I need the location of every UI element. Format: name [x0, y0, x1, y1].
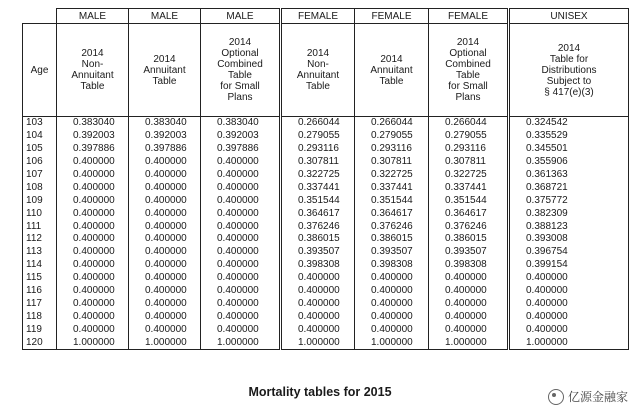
table-row [23, 246, 629, 259]
value-cell: 0.400000 [201, 169, 281, 182]
value-cell: 0.400000 [201, 233, 281, 246]
mortality-table [22, 8, 629, 350]
subheader-unisex-distributions: 2014 Table for Distributions Subject to § 417(e)(3) [509, 24, 629, 117]
value-cell: 0.400000 [129, 285, 201, 298]
age-cell: 108 [23, 181, 57, 194]
value-cell: 0.337441 [429, 181, 509, 194]
value-cell: 0.400000 [355, 297, 429, 310]
value-cell: 0.386015 [355, 233, 429, 246]
value-cell: 0.351544 [429, 194, 509, 207]
value-cell: 0.279055 [429, 130, 509, 143]
value-cell: 0.400000 [57, 323, 129, 336]
mortality-table-container [22, 8, 628, 350]
value-cell: 0.400000 [129, 297, 201, 310]
value-cell: 0.399154 [509, 259, 629, 272]
value-cell: 0.400000 [201, 220, 281, 233]
value-cell: 0.400000 [57, 246, 129, 259]
value-cell: 0.400000 [57, 207, 129, 220]
age-cell: 105 [23, 143, 57, 156]
value-cell: 0.392003 [129, 130, 201, 143]
age-cell: 111 [23, 220, 57, 233]
table-body [23, 117, 629, 350]
value-cell: 0.355906 [509, 156, 629, 169]
age-cell: 104 [23, 130, 57, 143]
value-cell: 0.364617 [429, 207, 509, 220]
value-cell: 0.293116 [355, 143, 429, 156]
value-cell: 0.400000 [355, 310, 429, 323]
value-cell: 0.382309 [509, 207, 629, 220]
value-cell: 0.322725 [429, 169, 509, 182]
table-row [23, 272, 629, 285]
value-cell: 0.400000 [201, 310, 281, 323]
value-cell: 0.400000 [57, 259, 129, 272]
value-cell: 0.400000 [355, 285, 429, 298]
value-cell: 0.400000 [355, 272, 429, 285]
subheader-row [23, 24, 629, 117]
value-cell: 0.393507 [281, 246, 355, 259]
value-cell: 1.000000 [355, 336, 429, 349]
value-cell: 0.400000 [509, 285, 629, 298]
value-cell: 0.393507 [355, 246, 429, 259]
value-cell: 0.307811 [355, 156, 429, 169]
value-cell: 0.383040 [129, 117, 201, 130]
table-row [23, 169, 629, 182]
value-cell: 0.393008 [509, 233, 629, 246]
value-cell: 0.400000 [129, 246, 201, 259]
value-cell: 0.400000 [509, 323, 629, 336]
value-cell: 1.000000 [429, 336, 509, 349]
value-cell: 0.400000 [129, 181, 201, 194]
age-cell: 118 [23, 310, 57, 323]
value-cell: 0.400000 [509, 310, 629, 323]
value-cell: 0.400000 [129, 272, 201, 285]
value-cell: 0.337441 [355, 181, 429, 194]
group-header-male-3: MALE [201, 9, 281, 24]
value-cell: 0.364617 [355, 207, 429, 220]
value-cell: 0.400000 [429, 323, 509, 336]
value-cell: 0.400000 [57, 272, 129, 285]
table-row [23, 220, 629, 233]
value-cell: 0.307811 [429, 156, 509, 169]
value-cell: 0.322725 [281, 169, 355, 182]
value-cell: 0.345501 [509, 143, 629, 156]
group-header-unisex: UNISEX [509, 9, 629, 24]
table-row [23, 310, 629, 323]
value-cell: 0.400000 [201, 323, 281, 336]
table-row [23, 117, 629, 130]
table-caption: Mortality tables for 2015 [248, 385, 392, 399]
table-row [23, 233, 629, 246]
value-cell: 0.398308 [355, 259, 429, 272]
value-cell: 0.279055 [355, 130, 429, 143]
value-cell: 0.400000 [281, 272, 355, 285]
value-cell: 0.398308 [281, 259, 355, 272]
value-cell: 0.400000 [57, 285, 129, 298]
value-cell: 0.361363 [509, 169, 629, 182]
value-cell: 0.400000 [429, 297, 509, 310]
value-cell: 0.400000 [129, 207, 201, 220]
value-cell: 0.400000 [129, 220, 201, 233]
value-cell: 0.400000 [201, 207, 281, 220]
value-cell: 0.400000 [57, 310, 129, 323]
value-cell: 0.400000 [281, 297, 355, 310]
value-cell: 0.400000 [201, 259, 281, 272]
subheader-male-non-annuitant: 2014 Non- Annuitant Table [57, 24, 129, 117]
value-cell: 0.400000 [57, 297, 129, 310]
group-header-female-1: FEMALE [281, 9, 355, 24]
value-cell: 0.400000 [201, 246, 281, 259]
age-group-blank [23, 9, 57, 24]
watermark [548, 388, 628, 405]
age-cell: 109 [23, 194, 57, 207]
table-row [23, 336, 629, 349]
value-cell: 0.400000 [57, 233, 129, 246]
value-cell: 0.335529 [509, 130, 629, 143]
value-cell: 0.400000 [129, 259, 201, 272]
age-cell: 114 [23, 259, 57, 272]
value-cell: 0.383040 [57, 117, 129, 130]
value-cell: 0.400000 [281, 285, 355, 298]
value-cell: 0.400000 [509, 297, 629, 310]
value-cell: 0.388123 [509, 220, 629, 233]
value-cell: 0.400000 [57, 181, 129, 194]
value-cell: 0.293116 [281, 143, 355, 156]
value-cell: 0.293116 [429, 143, 509, 156]
value-cell: 0.400000 [201, 297, 281, 310]
age-cell: 106 [23, 156, 57, 169]
value-cell: 1.000000 [57, 336, 129, 349]
value-cell: 0.351544 [355, 194, 429, 207]
value-cell: 0.400000 [129, 323, 201, 336]
value-cell: 0.400000 [429, 272, 509, 285]
value-cell: 1.000000 [509, 336, 629, 349]
value-cell: 0.279055 [281, 130, 355, 143]
value-cell: 0.376246 [429, 220, 509, 233]
value-cell: 0.400000 [57, 169, 129, 182]
value-cell: 0.400000 [201, 285, 281, 298]
value-cell: 0.398308 [429, 259, 509, 272]
value-cell: 0.364617 [281, 207, 355, 220]
value-cell: 0.351544 [281, 194, 355, 207]
value-cell: 0.400000 [429, 285, 509, 298]
value-cell: 0.400000 [129, 169, 201, 182]
value-cell: 0.397886 [129, 143, 201, 156]
value-cell: 0.400000 [57, 194, 129, 207]
group-header-male-1: MALE [57, 9, 129, 24]
group-header-female-2: FEMALE [355, 9, 429, 24]
table-row [23, 323, 629, 336]
table-row [23, 207, 629, 220]
group-header-female-3: FEMALE [429, 9, 509, 24]
age-cell: 116 [23, 285, 57, 298]
age-cell: 119 [23, 323, 57, 336]
value-cell: 0.400000 [201, 272, 281, 285]
table-row [23, 130, 629, 143]
subheader-female-combined: 2014 Optional Combined Table for Small Plans [429, 24, 509, 117]
value-cell: 0.322725 [355, 169, 429, 182]
value-cell: 0.386015 [429, 233, 509, 246]
table-row [23, 156, 629, 169]
table-row [23, 194, 629, 207]
value-cell: 0.307811 [281, 156, 355, 169]
value-cell: 0.400000 [201, 194, 281, 207]
table-row [23, 297, 629, 310]
value-cell: 0.266044 [355, 117, 429, 130]
value-cell: 0.324542 [509, 117, 629, 130]
group-header-male-2: MALE [129, 9, 201, 24]
value-cell: 0.400000 [129, 156, 201, 169]
value-cell: 0.400000 [355, 323, 429, 336]
age-cell: 110 [23, 207, 57, 220]
age-header: Age [23, 24, 57, 117]
value-cell: 0.400000 [57, 220, 129, 233]
table-row [23, 259, 629, 272]
value-cell: 0.392003 [201, 130, 281, 143]
value-cell: 0.386015 [281, 233, 355, 246]
value-cell: 0.368721 [509, 181, 629, 194]
value-cell: 0.400000 [509, 272, 629, 285]
value-cell: 0.337441 [281, 181, 355, 194]
value-cell: 0.400000 [57, 156, 129, 169]
value-cell: 0.397886 [57, 143, 129, 156]
age-cell: 117 [23, 297, 57, 310]
age-cell: 113 [23, 246, 57, 259]
table-row [23, 181, 629, 194]
age-cell: 103 [23, 117, 57, 130]
value-cell: 1.000000 [129, 336, 201, 349]
value-cell: 0.400000 [129, 310, 201, 323]
table-row [23, 143, 629, 156]
table-row [23, 285, 629, 298]
value-cell: 0.266044 [429, 117, 509, 130]
value-cell: 0.397886 [201, 143, 281, 156]
watermark-text: 亿源金融家 [567, 390, 628, 404]
age-cell: 112 [23, 233, 57, 246]
subheader-male-annuitant: 2014 Annuitant Table [129, 24, 201, 117]
value-cell: 0.400000 [201, 181, 281, 194]
value-cell: 0.400000 [201, 156, 281, 169]
value-cell: 0.266044 [281, 117, 355, 130]
value-cell: 0.393507 [429, 246, 509, 259]
age-cell: 115 [23, 272, 57, 285]
value-cell: 0.396754 [509, 246, 629, 259]
wechat-icon [548, 389, 564, 405]
value-cell: 1.000000 [281, 336, 355, 349]
value-cell: 0.383040 [201, 117, 281, 130]
value-cell: 0.400000 [129, 194, 201, 207]
subheader-female-non-annuitant: 2014 Non- Annuitant Table [281, 24, 355, 117]
value-cell: 0.376246 [355, 220, 429, 233]
group-header-row [23, 9, 629, 24]
value-cell: 0.400000 [429, 310, 509, 323]
value-cell: 1.000000 [201, 336, 281, 349]
value-cell: 0.392003 [57, 130, 129, 143]
age-cell: 107 [23, 169, 57, 182]
value-cell: 0.400000 [281, 323, 355, 336]
value-cell: 0.376246 [281, 220, 355, 233]
value-cell: 0.375772 [509, 194, 629, 207]
subheader-female-annuitant: 2014 Annuitant Table [355, 24, 429, 117]
subheader-male-combined: 2014 Optional Combined Table for Small Plans [201, 24, 281, 117]
value-cell: 0.400000 [281, 310, 355, 323]
value-cell: 0.400000 [129, 233, 201, 246]
age-cell: 120 [23, 336, 57, 349]
